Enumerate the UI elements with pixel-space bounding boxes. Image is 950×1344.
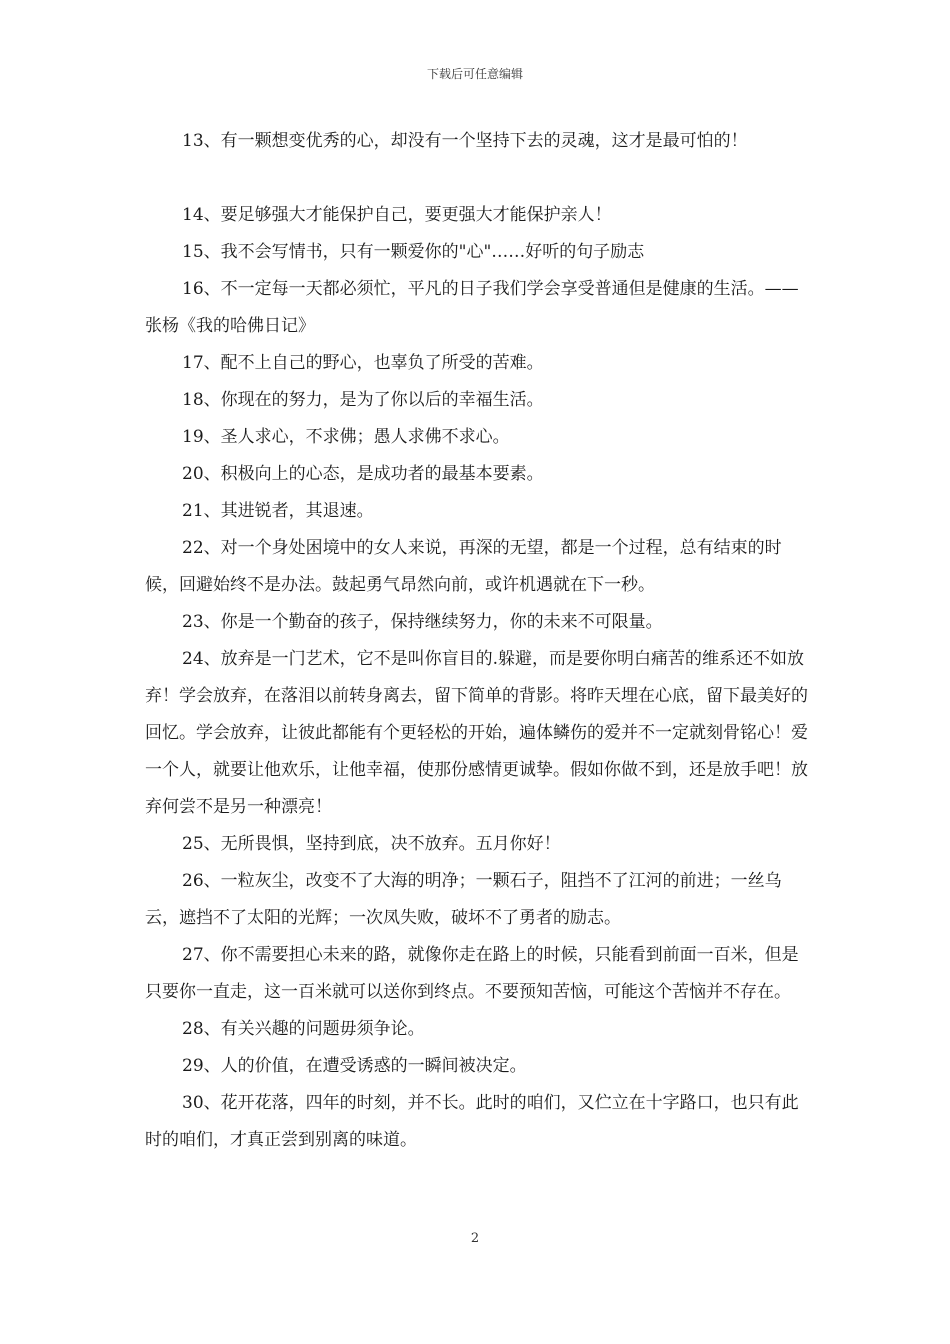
paragraph-27: 27、你不需要担心未来的路，就像你走在路上的时候，只能看到前面一百米，但是只要你一直走，这一百米就可以送你到终点。不要预知苦恼，可能这个苦恼并不存在。	[145, 945, 799, 1002]
paragraph-16: 16、不一定每一天都必须忙，平凡的日子我们学会享受普通但是健康的生活。——张杨《我的哈佛日记》	[145, 279, 799, 336]
page-number: 2	[470, 1231, 480, 1246]
paragraph-19: 19、圣人求心，不求佛；愚人求佛不求心。	[182, 427, 510, 447]
page-header: 下载后可任意编辑	[426, 67, 523, 81]
paragraph-25: 25、无所畏惧，坚持到底，决不放弃。五月你好！	[182, 834, 561, 854]
paragraph-30: 30、花开花落，四年的时刻，并不长。此时的咱们，又伫立在十字路口，也只有此时的咱们，才真正尝到别离的味道。	[145, 1093, 799, 1150]
paragraph-23: 23、你是一个勤奋的孩子，保持继续努力，你的未来不可限量。	[182, 612, 663, 632]
paragraph-22: 22、对一个身处困境中的女人来说，再深的无望，都是一个过程，总有结束的时候，回避始终不是办法。鼓起勇气昂然向前，或许机遇就在下一秒。	[145, 538, 782, 595]
paragraph-29: 29、人的价值，在遭受诱惑的一瞬间被决定。	[182, 1056, 527, 1076]
paragraph-28: 28、有关兴趣的问题毋须争论。	[182, 1019, 425, 1039]
paragraph-21: 21、其进锐者，其退速。	[182, 501, 374, 521]
paragraph-18: 18、你现在的努力，是为了你以后的幸福生活。	[182, 390, 544, 410]
paragraph-26: 26、一粒灰尘，改变不了大海的明净；一颗石子，阻挡不了江河的前进；一丝乌云，遮挡不了太阳的光辉；一次凤失败，破坏不了勇者的励志。	[145, 871, 782, 928]
paragraph-14: 14、要足够强大才能保护自己，要更强大才能保护亲人！	[182, 205, 612, 225]
paragraph-17: 17、配不上自己的野心，也辜负了所受的苦难。	[182, 353, 544, 373]
paragraph-13: 13、有一颗想变优秀的心，却没有一个坚持下去的灵魂，这才是最可怕的！	[182, 131, 748, 151]
paragraph-15: 15、我不会写情书，只有一颗爱你的"心"……好听的句子励志	[182, 242, 645, 262]
document-body	[145, 123, 815, 1159]
paragraph-20: 20、积极向上的心态，是成功者的最基本要素。	[182, 464, 544, 484]
paragraph-24: 24、放弃是一门艺术，它不是叫你盲目的.躲避，而是要你明白痛苦的维系还不如放弃！学会放弃，在落泪以前转身离去，留下简单的背影。将昨天埋在心底，留下最美好的回忆。学会放弃，让彼此都能有个更轻松的开始，遍体鳞伤的爱并不一定就刻骨铭心！爱一个人，就要让他欢乐，让他幸福，使那份感情更诚挚。假如你做不到，还是放手吧！放弃何尝不是另一种漂亮！	[145, 649, 808, 817]
